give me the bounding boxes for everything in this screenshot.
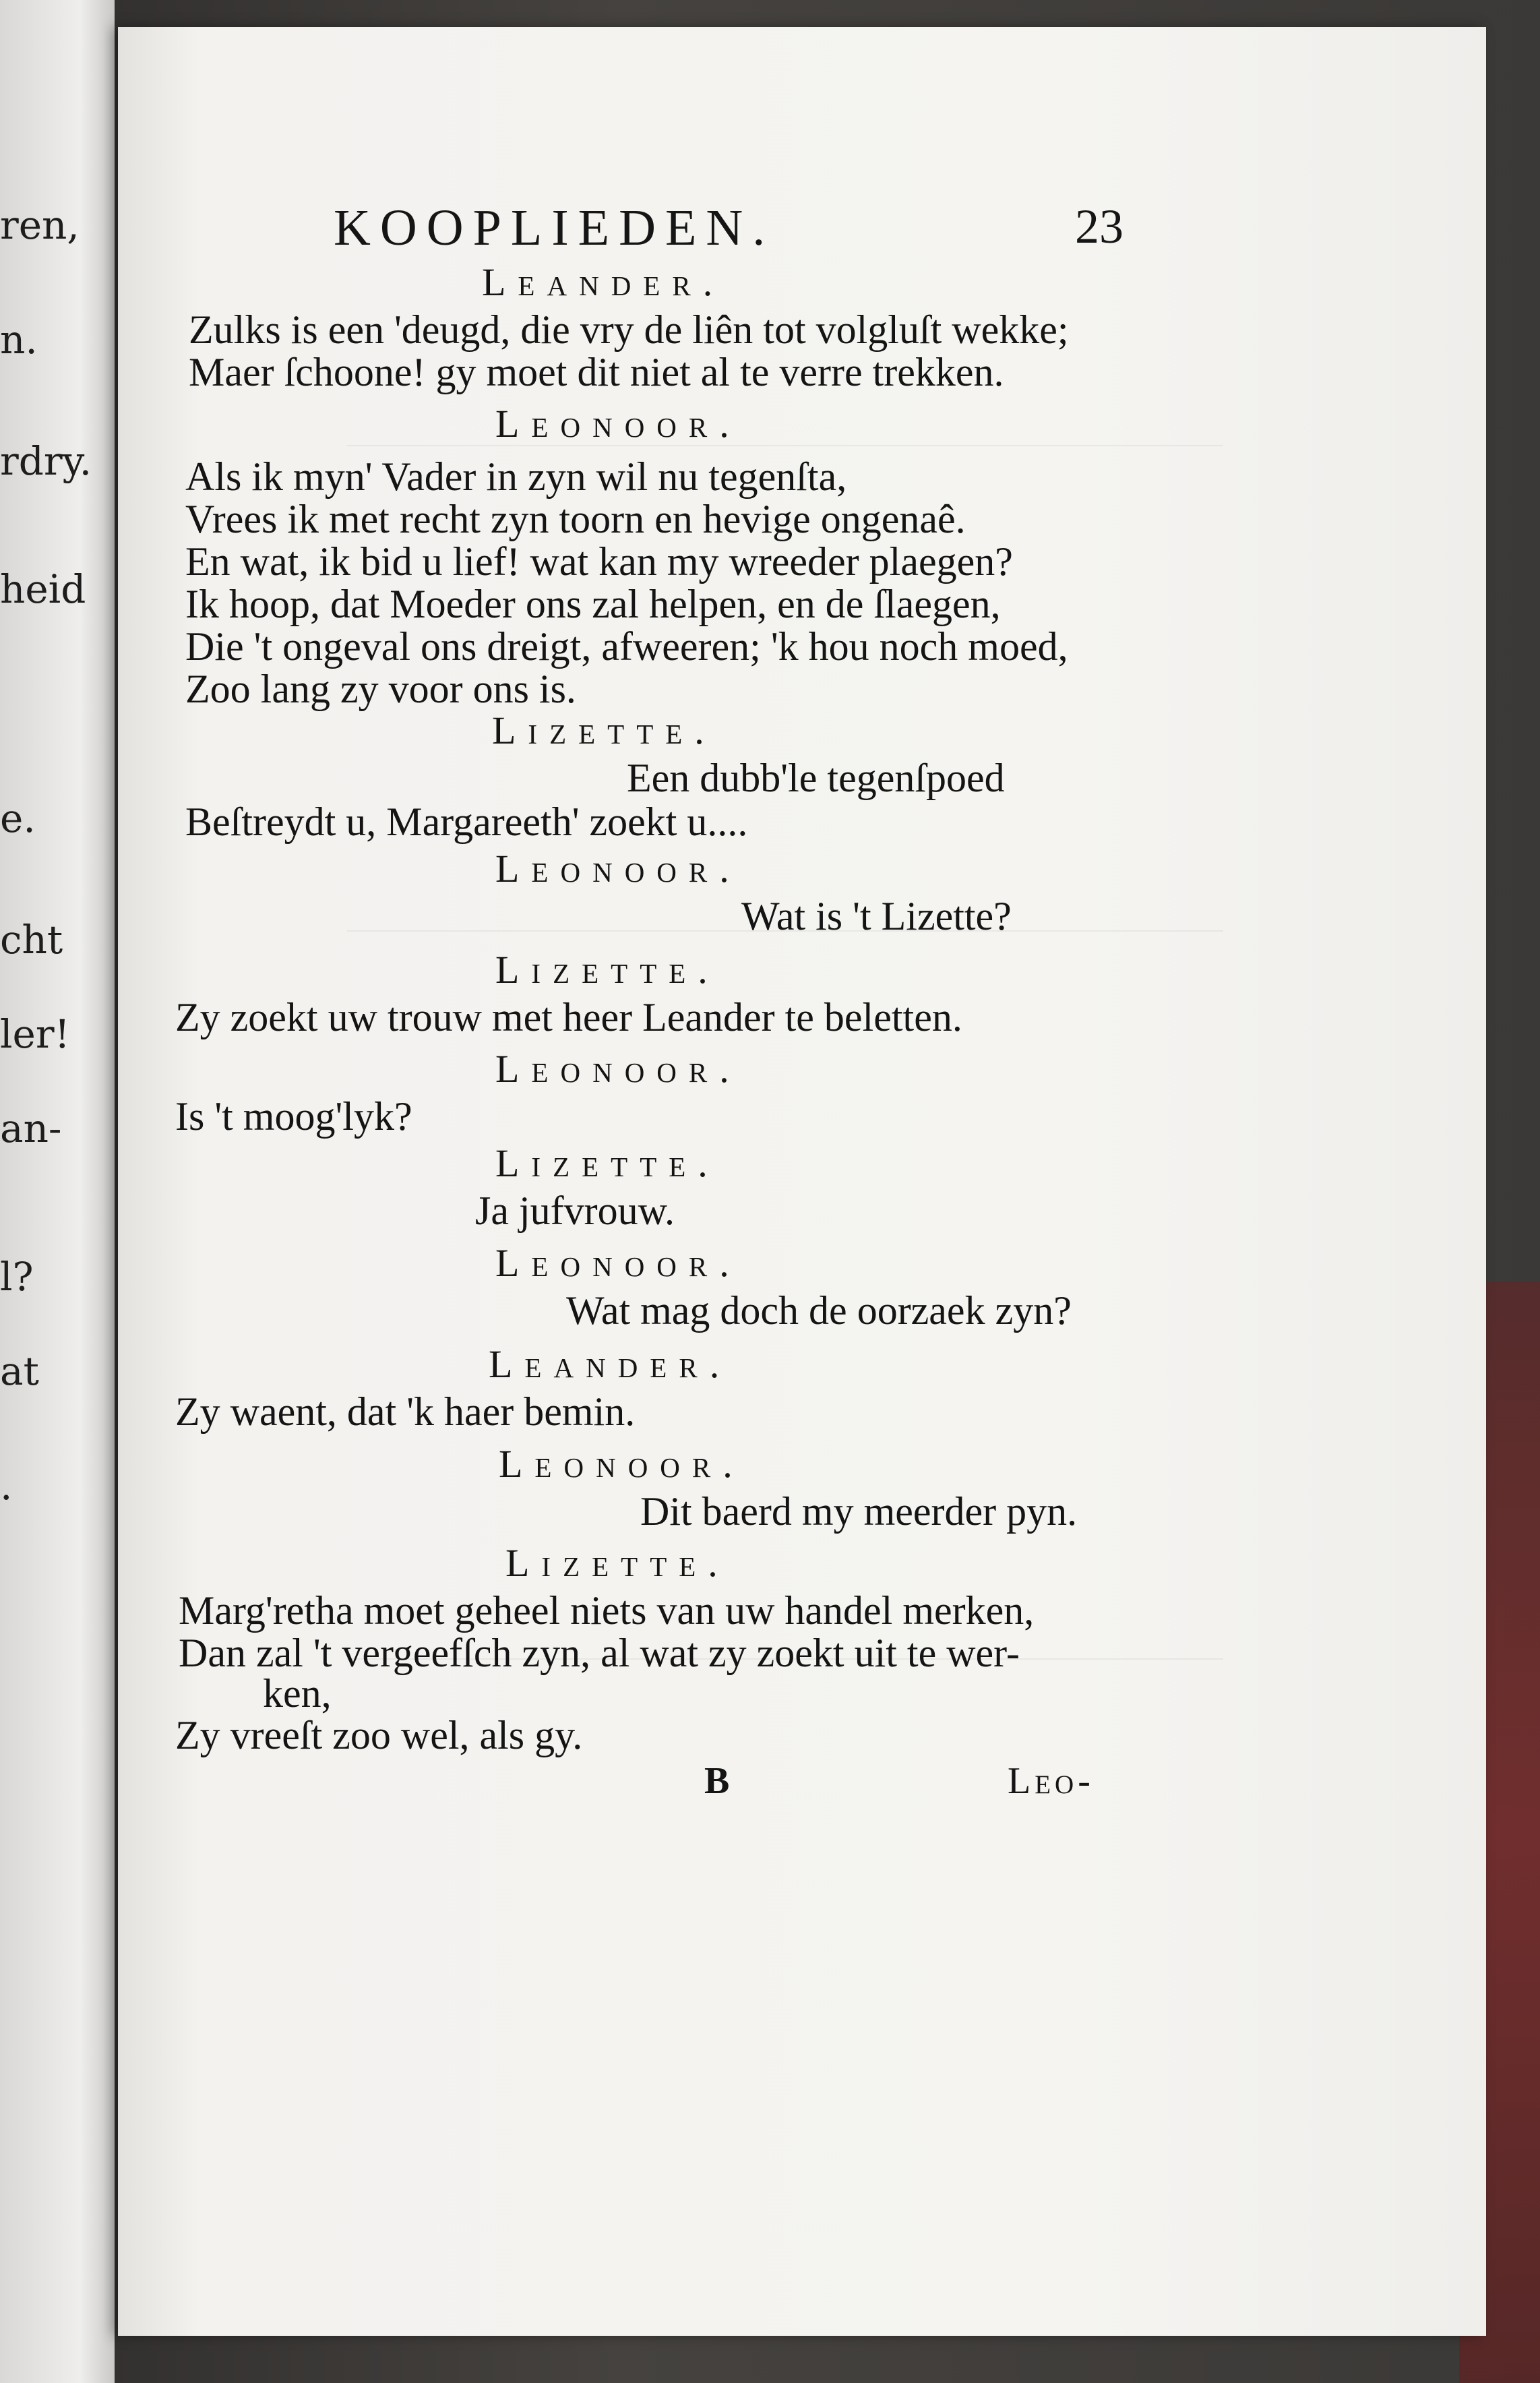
left-fragment: ren, [0, 202, 80, 248]
speaker-name: Leonoor. [495, 402, 741, 446]
left-fragment: l? [0, 1254, 34, 1300]
verse-line: Beſtreydt u, Margareeth' zoekt u.... [185, 800, 748, 844]
speaker-name: Leander. [482, 260, 725, 304]
book-page [118, 27, 1486, 2336]
speaker-name: Lizette. [505, 1541, 730, 1585]
verse-line: Ik hoop, dat Moeder ons zal helpen, en de ſlaegen, [185, 582, 1001, 626]
verse-line: Ja jufvrouw. [475, 1188, 675, 1233]
verse-line: Als ik myn' Vader in zyn wil nu tegenſta, [185, 454, 847, 499]
verse-line: Zy zoekt uw trouw met heer Leander te beletten. [175, 995, 962, 1039]
catchword: Leo- [1008, 1760, 1095, 1802]
verse-line: Is 't moog'lyk? [175, 1094, 412, 1139]
left-fragment: e. [0, 795, 36, 841]
verse-line: Maer ſchoone! gy moet dit niet al te verre trekken. [189, 350, 1004, 394]
verse-line: Zoo lang zy voor ons is. [185, 667, 576, 711]
verse-line: Zy waent, dat 'k haer bemin. [175, 1389, 636, 1434]
verse-line: Wat is 't Lizette? [741, 894, 1012, 938]
verse-line: ken, [263, 1671, 332, 1716]
show-through [347, 445, 1223, 446]
running-head-title: KOOPLIEDEN. [334, 200, 775, 256]
verse-line: Zulks is een 'deugd, die vry de liên tot volgluſt wekke; [189, 307, 1069, 352]
left-fragment: rdry. [0, 438, 92, 484]
left-fragment: ler! [0, 1011, 70, 1057]
left-fragment: an- [0, 1106, 62, 1151]
signature-mark: B [704, 1760, 730, 1802]
verse-line: Dit baerd my meerder pyn. [640, 1489, 1078, 1534]
left-fragment: cht [0, 917, 63, 963]
page-number: 23 [1075, 200, 1123, 253]
left-fragment: heid [0, 566, 86, 612]
speaker-name: Lizette. [495, 1141, 720, 1185]
verse-line: Dan zal 't vergeefſch zyn, al wat zy zoekt uit te wer- [179, 1631, 1020, 1675]
speaker-name: Leander. [489, 1342, 732, 1386]
speaker-name: Leonoor. [495, 1047, 741, 1091]
verse-line: Marg'retha moet geheel niets van uw handel merken, [179, 1588, 1035, 1633]
verse-line: Vrees ik met recht zyn toorn en hevige ongenaê. [185, 497, 966, 541]
left-fragment: n. [0, 317, 38, 363]
left-page-edge [0, 0, 115, 2383]
left-fragment: at [0, 1348, 39, 1394]
verse-line: Zy vreeſt zoo wel, als gy. [175, 1713, 583, 1757]
verse-line: Die 't ongeval ons dreigt, afweeren; 'k hou noch moed, [185, 624, 1068, 669]
verse-line: En wat, ik bid u lief! wat kan my wreeder plaegen? [185, 539, 1013, 584]
verse-line: Een dubb'le tegenſpoed [627, 756, 1005, 800]
verse-line: Wat mag doch de oorzaek zyn? [566, 1288, 1072, 1333]
speaker-name: Leonoor. [495, 1241, 741, 1285]
speaker-name: Lizette. [495, 948, 720, 992]
left-fragment: . [0, 1463, 13, 1509]
speaker-name: Leonoor. [495, 847, 741, 891]
speaker-name: Leonoor. [499, 1442, 745, 1486]
speaker-name: Lizette. [492, 708, 716, 752]
